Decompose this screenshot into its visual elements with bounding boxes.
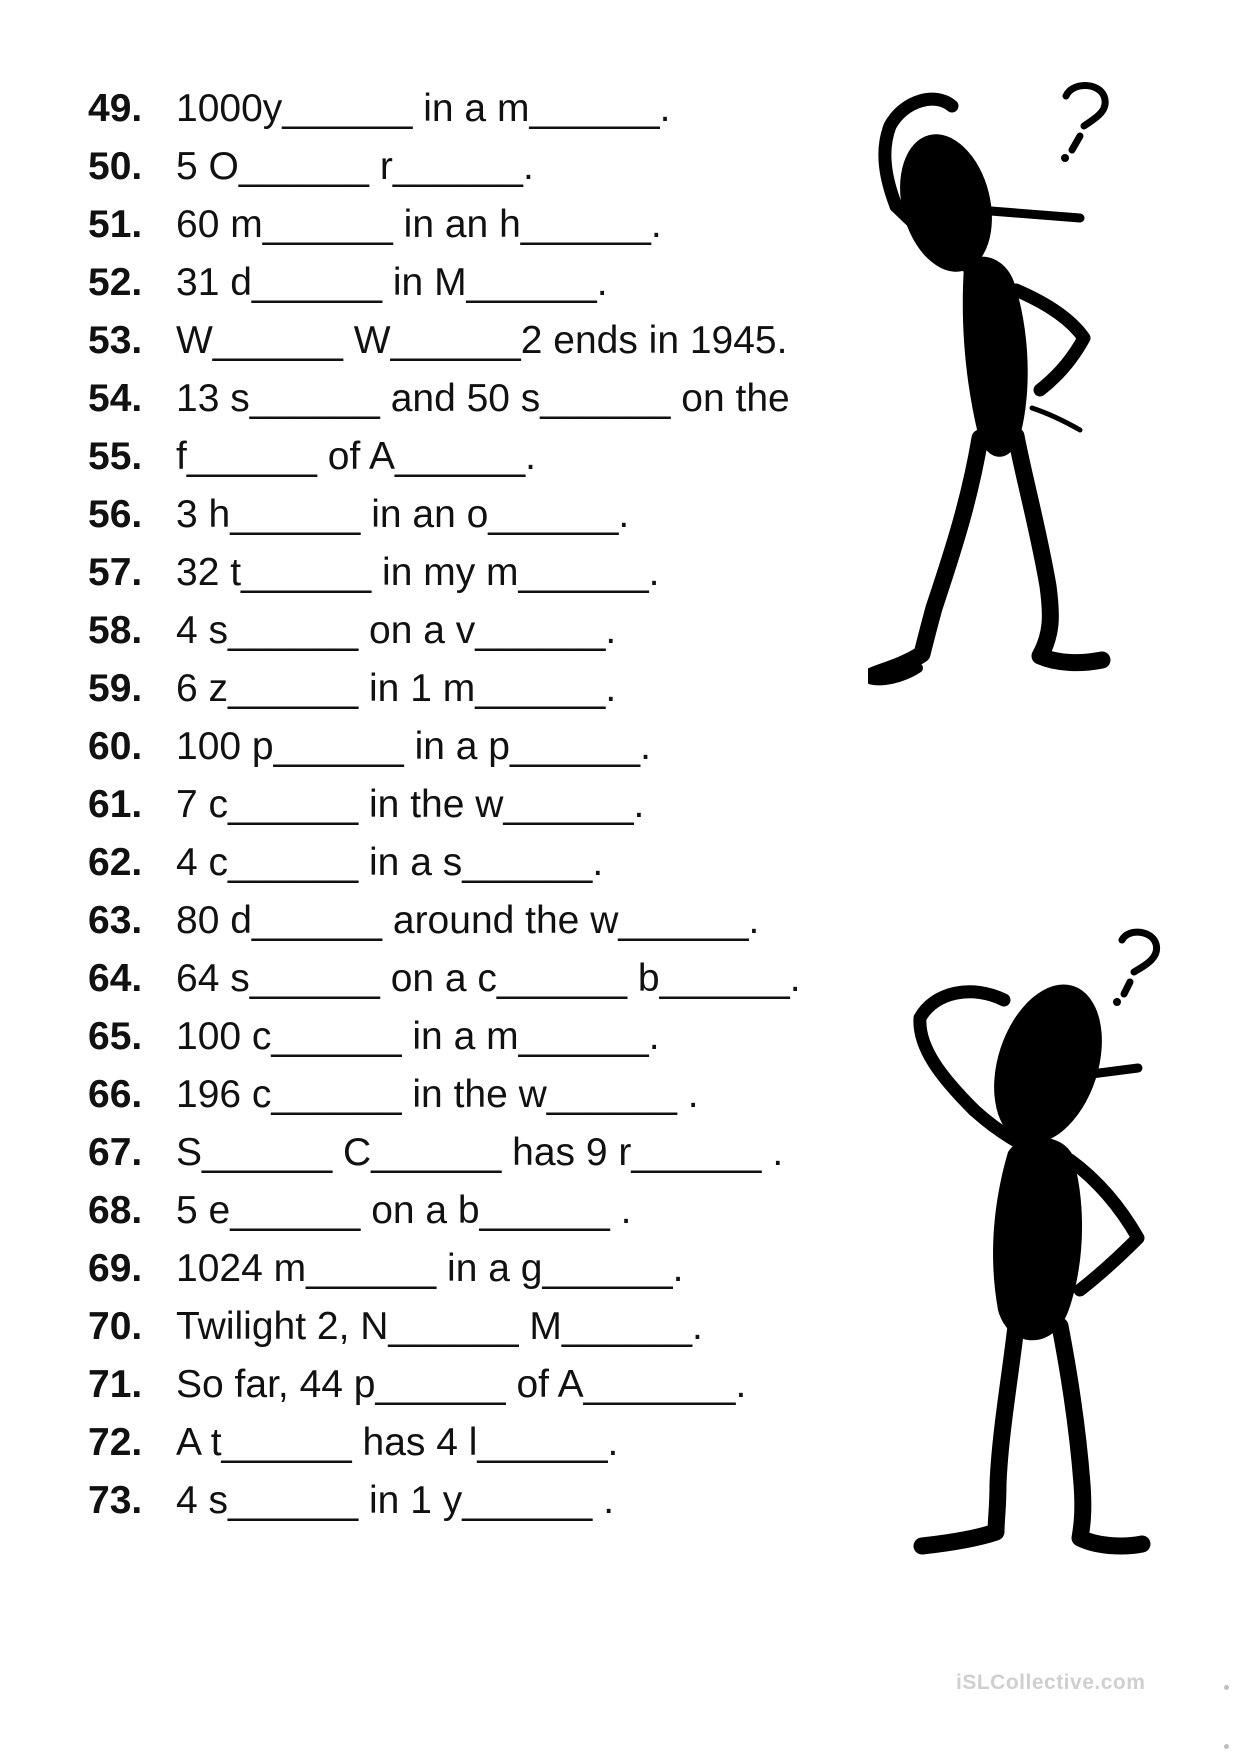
item-62	[88, 837, 603, 887]
watermark-text: iSLCollective.com	[956, 1671, 1146, 1694]
item-68	[88, 1185, 631, 1235]
item-49	[88, 83, 670, 133]
item-text: 1000y______ in a m______.	[176, 86, 671, 130]
item-number: 51.	[88, 202, 143, 246]
item-number: 62.	[88, 840, 143, 884]
item-number: 71.	[88, 1362, 143, 1406]
item-60	[88, 721, 651, 771]
item-70	[88, 1301, 703, 1351]
item-51	[88, 199, 662, 249]
corner-dot	[1224, 1685, 1229, 1690]
item-number: 67.	[88, 1130, 143, 1174]
item-65	[88, 1011, 660, 1061]
item-text: 5 e______ on a b______ .	[176, 1188, 632, 1232]
item-67	[88, 1127, 783, 1177]
item-text: S______ C______ has 9 r______ .	[176, 1130, 784, 1174]
item-text: A t______ has 4 l______.	[176, 1420, 619, 1464]
item-number: 66.	[88, 1072, 143, 1116]
item-text: f______ of A______.	[176, 434, 537, 478]
thinking-man-svg	[912, 928, 1192, 1600]
item-50	[88, 141, 534, 191]
item-53	[88, 315, 787, 365]
thinking-man-figure-icon	[912, 928, 1192, 1600]
item-number: 73.	[88, 1478, 143, 1522]
item-text: 7 c______ in the w______.	[176, 782, 645, 826]
item-59	[88, 663, 616, 713]
item-text: 100 p______ in a p______.	[176, 724, 651, 768]
item-69	[88, 1243, 683, 1293]
item-58	[88, 605, 616, 655]
item-number: 56.	[88, 492, 143, 536]
item-text: 5 O______ r______.	[176, 144, 534, 188]
item-text: 4 c______ in a s______.	[176, 840, 604, 884]
item-number: 65.	[88, 1014, 143, 1058]
item-number: 50.	[88, 144, 143, 188]
item-number: 69.	[88, 1246, 143, 1290]
item-text: 13 s______ and 50 s______ on the	[176, 376, 790, 420]
item-number: 52.	[88, 260, 143, 304]
item-text: 100 c______ in a m______.	[176, 1014, 660, 1058]
item-63	[88, 895, 759, 945]
item-56	[88, 489, 629, 539]
item-text: W______ W______2 ends in 1945.	[176, 318, 788, 362]
item-number: 59.	[88, 666, 143, 710]
item-66	[88, 1069, 699, 1119]
item-61	[88, 779, 644, 829]
item-number: 60.	[88, 724, 143, 768]
item-73	[88, 1475, 614, 1525]
item-text: 4 s______ on a v______.	[176, 608, 617, 652]
item-number: 70.	[88, 1304, 143, 1348]
item-text: 4 s______ in 1 y______ .	[176, 1478, 615, 1522]
item-text: 3 h______ in an o______.	[176, 492, 630, 536]
item-71	[88, 1359, 746, 1409]
item-number: 64.	[88, 956, 143, 1000]
item-text: So far, 44 p______ of A_______.	[176, 1362, 747, 1406]
item-text: 80 d______ around the w______.	[176, 898, 760, 942]
thinking-man-figure-icon	[868, 78, 1178, 746]
item-72	[88, 1417, 618, 1467]
item-number: 68.	[88, 1188, 143, 1232]
item-text: 196 c______ in the w______ .	[176, 1072, 699, 1116]
item-number: 55.	[88, 434, 143, 478]
item-number: 58.	[88, 608, 143, 652]
item-number: 54.	[88, 376, 143, 420]
item-52	[88, 257, 608, 307]
item-text: 64 s______ on a c______ b______.	[176, 956, 801, 1000]
corner-dot	[1224, 1744, 1229, 1749]
item-64	[88, 953, 801, 1003]
item-text: 32 t______ in my m______.	[176, 550, 660, 594]
item-54	[88, 373, 790, 423]
item-number: 61.	[88, 782, 143, 826]
item-number: 57.	[88, 550, 143, 594]
item-text: 60 m______ in an h______.	[176, 202, 662, 246]
item-number: 63.	[88, 898, 143, 942]
item-number: 72.	[88, 1420, 143, 1464]
item-number: 53.	[88, 318, 143, 362]
item-57	[88, 547, 660, 597]
item-text: 1024 m______ in a g______.	[176, 1246, 684, 1290]
item-text: 6 z______ in 1 m______.	[176, 666, 617, 710]
item-text: Twilight 2, N______ M______.	[176, 1304, 703, 1348]
item-text: 31 d______ in M______.	[176, 260, 608, 304]
thinking-man-svg	[868, 78, 1178, 746]
item-55	[88, 431, 536, 481]
item-number: 49.	[88, 86, 143, 130]
